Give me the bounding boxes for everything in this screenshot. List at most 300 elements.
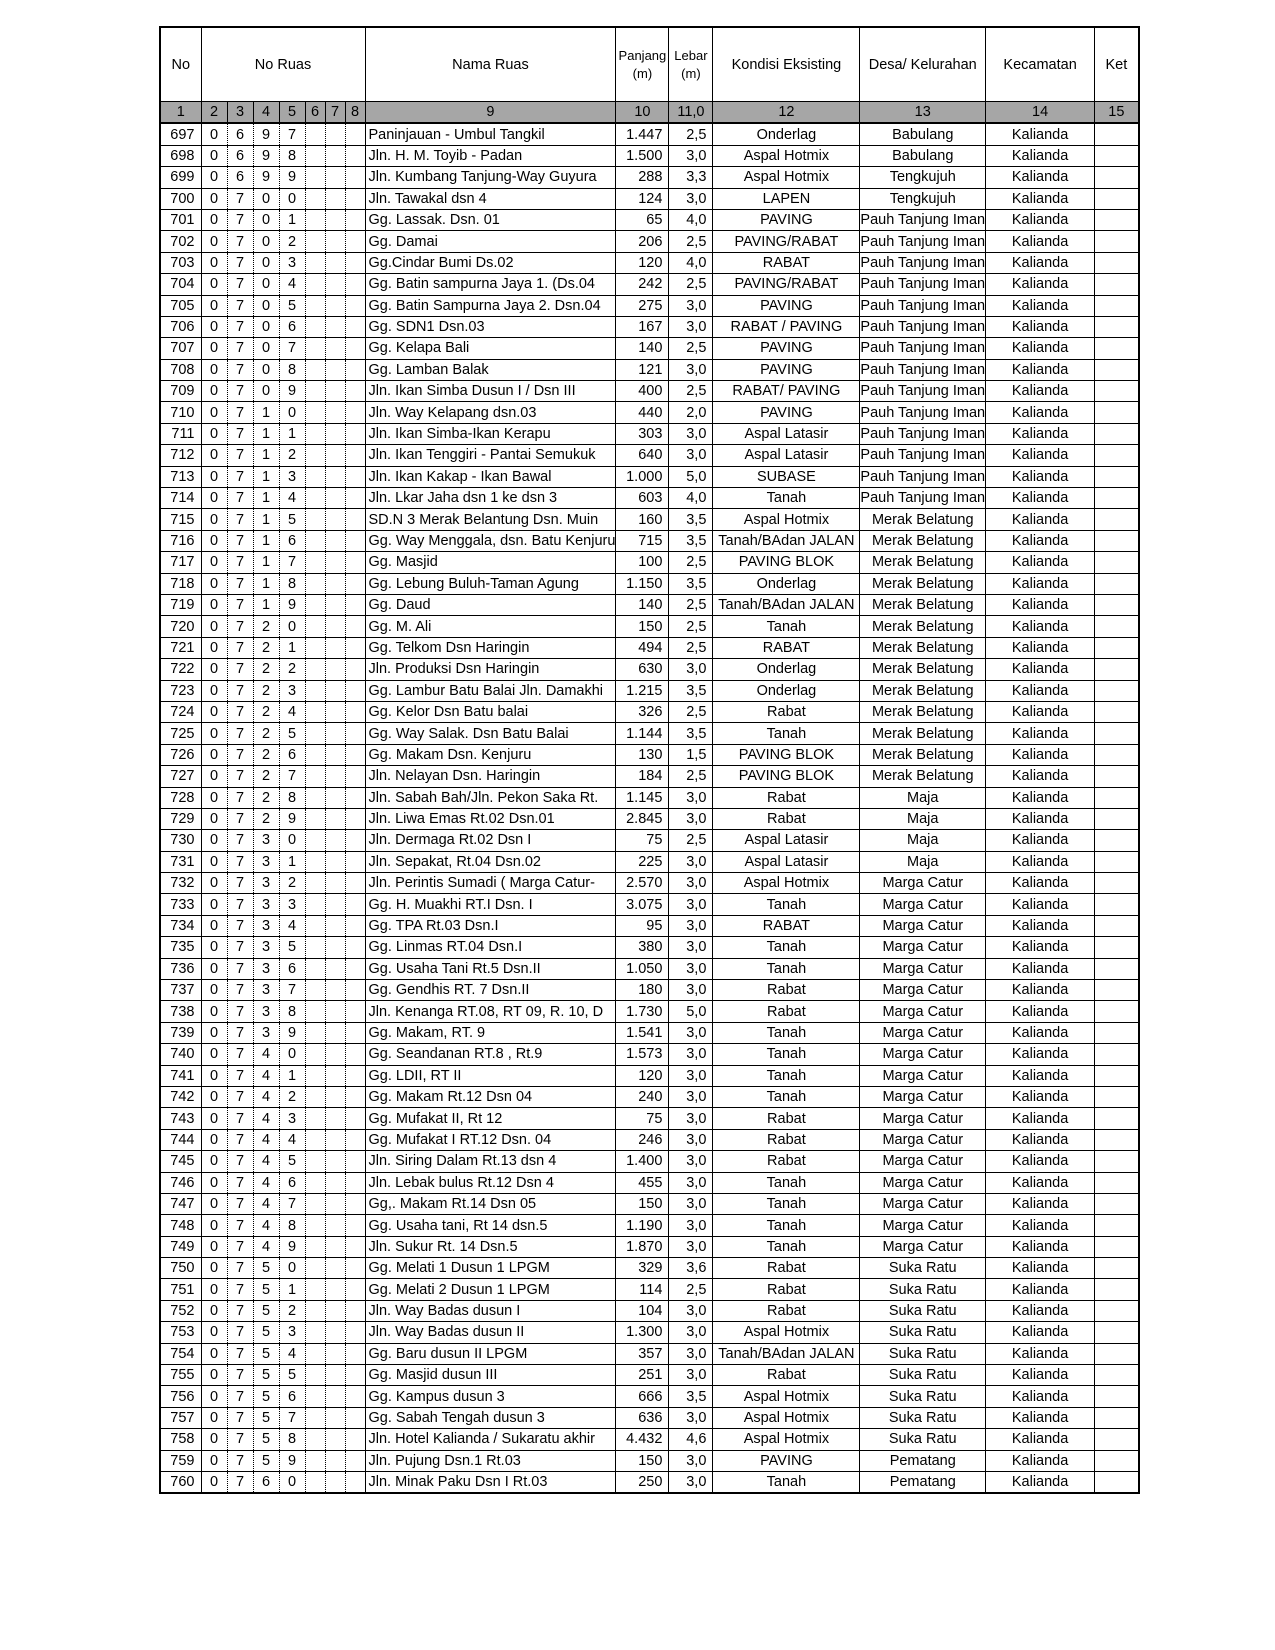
nama-ruas: Jln. Dermaga Rt.02 Dsn I — [365, 830, 616, 851]
panjang: 603 — [616, 488, 669, 509]
panjang: 1.870 — [616, 1236, 669, 1257]
ruas-digit-5 — [305, 1065, 325, 1086]
ruas-digit-7 — [345, 1022, 365, 1043]
ruas-digit-2: 7 — [227, 616, 253, 637]
lebar: 3,0 — [669, 1086, 713, 1107]
panjang: 140 — [616, 594, 669, 615]
lebar: 3,0 — [669, 787, 713, 808]
ket — [1095, 423, 1139, 444]
ruas-digit-1: 0 — [201, 316, 227, 337]
kecamatan: Kalianda — [986, 937, 1095, 958]
table-row — [160, 637, 1139, 658]
ruas-digit-1: 0 — [201, 937, 227, 958]
nama-ruas: Gg. Melati 1 Dusun 1 LPGM — [365, 1258, 616, 1279]
ruas-digit-5 — [305, 766, 325, 787]
table-row — [160, 659, 1139, 680]
panjang: 1.500 — [616, 145, 669, 166]
nama-ruas: Gg. Makam Dsn. Kenjuru — [365, 744, 616, 765]
ruas-digit-1: 0 — [201, 808, 227, 829]
kondisi: Rabat — [713, 1001, 860, 1022]
ruas-digit-7 — [345, 1108, 365, 1129]
panjang: 3.075 — [616, 894, 669, 915]
ket — [1095, 274, 1139, 295]
ruas-digit-5 — [305, 488, 325, 509]
desa: Marga Catur — [860, 1022, 986, 1043]
nama-ruas: Gg. Way Salak. Dsn Batu Balai — [365, 723, 616, 744]
nama-ruas: Jln. Kumbang Tanjung-Way Guyura — [365, 167, 616, 188]
ruas-digit-4: 0 — [279, 1044, 305, 1065]
ruas-digit-4: 3 — [279, 252, 305, 273]
row-no: 720 — [160, 616, 201, 637]
ruas-digit-5 — [305, 167, 325, 188]
ruas-digit-3: 5 — [253, 1386, 279, 1407]
lebar: 3,0 — [669, 1343, 713, 1364]
row-no: 736 — [160, 958, 201, 979]
row-no: 759 — [160, 1450, 201, 1471]
ruas-digit-1: 0 — [201, 787, 227, 808]
ruas-digit-3: 1 — [253, 466, 279, 487]
nama-ruas: Jln. Liwa Emas Rt.02 Dsn.01 — [365, 808, 616, 829]
lebar: 3,0 — [669, 1108, 713, 1129]
desa: Tengkujuh — [860, 167, 986, 188]
nama-ruas: Jln. Kenanga RT.08, RT 09, R. 10, D — [365, 1001, 616, 1022]
ruas-digit-1: 0 — [201, 1300, 227, 1321]
ruas-digit-6 — [325, 808, 345, 829]
desa: Pauh Tanjung Iman — [860, 423, 986, 444]
ruas-digit-5 — [305, 659, 325, 680]
panjang: 130 — [616, 744, 669, 765]
ruas-digit-5 — [305, 252, 325, 273]
table-row — [160, 530, 1139, 551]
ruas-digit-1: 0 — [201, 123, 227, 145]
nama-ruas: Gg. Kampus dusun 3 — [365, 1386, 616, 1407]
ruas-digit-4: 9 — [279, 808, 305, 829]
ruas-digit-4: 1 — [279, 209, 305, 230]
table-row — [160, 594, 1139, 615]
ruas-digit-5 — [305, 1215, 325, 1236]
ruas-digit-3: 5 — [253, 1343, 279, 1364]
column-number: 10 — [616, 102, 669, 124]
row-no: 738 — [160, 1001, 201, 1022]
ket — [1095, 316, 1139, 337]
row-no: 745 — [160, 1151, 201, 1172]
desa: Suka Ratu — [860, 1365, 986, 1386]
ruas-digit-4: 7 — [279, 338, 305, 359]
panjang: 75 — [616, 1108, 669, 1129]
ruas-digit-6 — [325, 659, 345, 680]
row-no: 742 — [160, 1086, 201, 1107]
ruas-digit-5 — [305, 1343, 325, 1364]
ruas-digit-2: 7 — [227, 1407, 253, 1428]
ruas-digit-4: 1 — [279, 851, 305, 872]
ruas-digit-2: 7 — [227, 659, 253, 680]
kecamatan: Kalianda — [986, 530, 1095, 551]
ket — [1095, 616, 1139, 637]
nama-ruas: Jln. Sabah Bah/Jln. Pekon Saka Rt. — [365, 787, 616, 808]
kecamatan: Kalianda — [986, 1472, 1095, 1494]
nama-ruas: SD.N 3 Merak Belantung Dsn. Muin — [365, 509, 616, 530]
kondisi: Tanah — [713, 1236, 860, 1257]
kondisi: Aspal Latasir — [713, 851, 860, 872]
table-row — [160, 295, 1139, 316]
nama-ruas: Jln. Ikan Simba Dusun I / Dsn III — [365, 381, 616, 402]
kondisi: Rabat — [713, 1279, 860, 1300]
kondisi: Onderlag — [713, 573, 860, 594]
panjang: 1.144 — [616, 723, 669, 744]
ruas-digit-6 — [325, 937, 345, 958]
table-row — [160, 937, 1139, 958]
lebar: 5,0 — [669, 466, 713, 487]
ruas-digit-7 — [345, 594, 365, 615]
ruas-digit-2: 7 — [227, 787, 253, 808]
panjang: 494 — [616, 637, 669, 658]
ket — [1095, 167, 1139, 188]
ruas-digit-6 — [325, 701, 345, 722]
ruas-digit-7 — [345, 744, 365, 765]
ruas-digit-3: 0 — [253, 381, 279, 402]
row-no: 758 — [160, 1429, 201, 1450]
row-no: 708 — [160, 359, 201, 380]
ruas-digit-7 — [345, 915, 365, 936]
panjang: 636 — [616, 1407, 669, 1428]
ruas-digit-2: 7 — [227, 1022, 253, 1043]
row-no: 704 — [160, 274, 201, 295]
table-row — [160, 894, 1139, 915]
ruas-digit-1: 0 — [201, 1322, 227, 1343]
desa: Pauh Tanjung Iman — [860, 274, 986, 295]
ruas-digit-1: 0 — [201, 402, 227, 423]
row-no: 752 — [160, 1300, 201, 1321]
ruas-digit-6 — [325, 252, 345, 273]
ruas-digit-5 — [305, 1193, 325, 1214]
ruas-digit-6 — [325, 231, 345, 252]
ruas-digit-7 — [345, 1472, 365, 1494]
ket — [1095, 958, 1139, 979]
nama-ruas: Jln. Ikan Tenggiri - Pantai Semukuk — [365, 445, 616, 466]
panjang: 1.145 — [616, 787, 669, 808]
row-no: 716 — [160, 530, 201, 551]
ruas-digit-2: 7 — [227, 723, 253, 744]
kondisi: Tanah — [713, 1193, 860, 1214]
ruas-digit-7 — [345, 1129, 365, 1150]
kecamatan: Kalianda — [986, 1193, 1095, 1214]
panjang: 326 — [616, 701, 669, 722]
row-no: 698 — [160, 145, 201, 166]
ruas-digit-4: 8 — [279, 1429, 305, 1450]
ruas-digit-1: 0 — [201, 188, 227, 209]
ruas-digit-6 — [325, 274, 345, 295]
kondisi: Aspal Hotmix — [713, 1386, 860, 1407]
ruas-digit-3: 4 — [253, 1086, 279, 1107]
ruas-digit-2: 7 — [227, 359, 253, 380]
panjang: 1.050 — [616, 958, 669, 979]
row-no: 723 — [160, 680, 201, 701]
kondisi: PAVING — [713, 402, 860, 423]
kecamatan: Kalianda — [986, 359, 1095, 380]
ruas-digit-2: 7 — [227, 873, 253, 894]
header-ket: Ket — [1095, 27, 1139, 102]
ruas-digit-5 — [305, 958, 325, 979]
row-no: 731 — [160, 851, 201, 872]
ruas-digit-7 — [345, 316, 365, 337]
ruas-digit-4: 2 — [279, 873, 305, 894]
ruas-digit-6 — [325, 1001, 345, 1022]
ruas-digit-3: 4 — [253, 1193, 279, 1214]
kecamatan: Kalianda — [986, 851, 1095, 872]
ruas-digit-3: 4 — [253, 1065, 279, 1086]
header-nama-ruas: Nama Ruas — [365, 27, 616, 102]
lebar: 4,0 — [669, 252, 713, 273]
kecamatan: Kalianda — [986, 1279, 1095, 1300]
panjang: 440 — [616, 402, 669, 423]
ruas-digit-6 — [325, 1258, 345, 1279]
kecamatan: Kalianda — [986, 466, 1095, 487]
ruas-digit-2: 7 — [227, 1429, 253, 1450]
panjang: 1.150 — [616, 573, 669, 594]
ruas-digit-1: 0 — [201, 209, 227, 230]
desa: Marga Catur — [860, 915, 986, 936]
nama-ruas: Jln. Nelayan Dsn. Haringin — [365, 766, 616, 787]
row-no: 718 — [160, 573, 201, 594]
ruas-digit-1: 0 — [201, 145, 227, 166]
desa: Merak Belatung — [860, 744, 986, 765]
ket — [1095, 1386, 1139, 1407]
ruas-digit-5 — [305, 1450, 325, 1471]
kecamatan: Kalianda — [986, 1151, 1095, 1172]
ruas-digit-5 — [305, 915, 325, 936]
ruas-digit-2: 7 — [227, 209, 253, 230]
panjang: 160 — [616, 509, 669, 530]
panjang: 140 — [616, 338, 669, 359]
ruas-digit-7 — [345, 123, 365, 145]
lebar: 3,0 — [669, 1215, 713, 1236]
ruas-digit-7 — [345, 252, 365, 273]
kecamatan: Kalianda — [986, 338, 1095, 359]
ruas-digit-7 — [345, 830, 365, 851]
lebar: 5,0 — [669, 1001, 713, 1022]
ruas-digit-4: 4 — [279, 274, 305, 295]
nama-ruas: Gg. Melati 2 Dusun 1 LPGM — [365, 1279, 616, 1300]
panjang: 180 — [616, 980, 669, 1001]
column-number: 1 — [160, 102, 201, 124]
ruas-digit-6 — [325, 1044, 345, 1065]
ruas-digit-6 — [325, 958, 345, 979]
lebar: 2,5 — [669, 701, 713, 722]
ruas-digit-4: 3 — [279, 1322, 305, 1343]
ruas-digit-6 — [325, 123, 345, 145]
ruas-digit-6 — [325, 766, 345, 787]
desa: Maja — [860, 851, 986, 872]
ruas-digit-5 — [305, 594, 325, 615]
ruas-digit-4: 5 — [279, 937, 305, 958]
desa: Suka Ratu — [860, 1322, 986, 1343]
kecamatan: Kalianda — [986, 787, 1095, 808]
ruas-digit-7 — [345, 1086, 365, 1107]
kondisi: Aspal Hotmix — [713, 873, 860, 894]
table-row — [160, 1258, 1139, 1279]
nama-ruas: Gg. Daud — [365, 594, 616, 615]
desa: Pauh Tanjung Iman — [860, 445, 986, 466]
ruas-digit-7 — [345, 894, 365, 915]
nama-ruas: Gg. Lambur Batu Balai Jln. Damakhi — [365, 680, 616, 701]
table-row — [160, 616, 1139, 637]
nama-ruas: Gg. Telkom Dsn Haringin — [365, 637, 616, 658]
ruas-digit-6 — [325, 894, 345, 915]
ruas-digit-6 — [325, 787, 345, 808]
ruas-digit-3: 2 — [253, 787, 279, 808]
row-no: 719 — [160, 594, 201, 615]
ket — [1095, 766, 1139, 787]
table-row — [160, 958, 1139, 979]
ruas-digit-3: 5 — [253, 1300, 279, 1321]
ruas-digit-3: 1 — [253, 594, 279, 615]
nama-ruas: Jln. Ikan Simba-Ikan Kerapu — [365, 423, 616, 444]
panjang: 65 — [616, 209, 669, 230]
ruas-digit-4: 8 — [279, 1001, 305, 1022]
nama-ruas: Gg. Seandanan RT.8 , Rt.9 — [365, 1044, 616, 1065]
nama-ruas: Gg. Batin Sampurna Jaya 2. Dsn.04 — [365, 295, 616, 316]
nama-ruas: Gg. M. Ali — [365, 616, 616, 637]
ruas-digit-7 — [345, 980, 365, 1001]
nama-ruas: Paninjauan - Umbul Tangkil — [365, 123, 616, 145]
ruas-digit-7 — [345, 1044, 365, 1065]
lebar: 3,5 — [669, 680, 713, 701]
ruas-digit-3: 3 — [253, 980, 279, 1001]
ruas-digit-1: 0 — [201, 616, 227, 637]
ruas-digit-5 — [305, 1472, 325, 1494]
column-number: 4 — [253, 102, 279, 124]
ruas-digit-2: 7 — [227, 423, 253, 444]
ruas-digit-1: 0 — [201, 744, 227, 765]
ruas-digit-7 — [345, 209, 365, 230]
ruas-digit-1: 0 — [201, 231, 227, 252]
ruas-digit-2: 7 — [227, 1236, 253, 1257]
panjang: 1.215 — [616, 680, 669, 701]
ket — [1095, 1429, 1139, 1450]
ruas-digit-6 — [325, 1279, 345, 1300]
ruas-digit-2: 7 — [227, 188, 253, 209]
kondisi: RABAT/ PAVING — [713, 381, 860, 402]
panjang: 75 — [616, 830, 669, 851]
ket — [1095, 1343, 1139, 1364]
ruas-digit-3: 0 — [253, 338, 279, 359]
row-no: 733 — [160, 894, 201, 915]
kondisi: PAVING BLOK — [713, 766, 860, 787]
row-no: 732 — [160, 873, 201, 894]
row-no: 711 — [160, 423, 201, 444]
ruas-digit-5 — [305, 1022, 325, 1043]
ruas-digit-3: 0 — [253, 295, 279, 316]
ket — [1095, 1044, 1139, 1065]
kondisi: Tanah — [713, 488, 860, 509]
ruas-digit-6 — [325, 1193, 345, 1214]
kecamatan: Kalianda — [986, 1365, 1095, 1386]
desa: Marga Catur — [860, 1172, 986, 1193]
desa: Marga Catur — [860, 894, 986, 915]
nama-ruas: Gg. Sabah Tengah dusun 3 — [365, 1407, 616, 1428]
desa: Merak Belatung — [860, 701, 986, 722]
ket — [1095, 1450, 1139, 1471]
ruas-digit-4: 0 — [279, 830, 305, 851]
lebar: 3,0 — [669, 1236, 713, 1257]
table-row — [160, 1086, 1139, 1107]
ruas-digit-4: 5 — [279, 1365, 305, 1386]
ruas-digit-1: 0 — [201, 1086, 227, 1107]
kondisi: PAVING/RABAT — [713, 274, 860, 295]
table-row — [160, 167, 1139, 188]
panjang: 124 — [616, 188, 669, 209]
ruas-digit-2: 7 — [227, 1151, 253, 1172]
ruas-digit-6 — [325, 552, 345, 573]
desa: Merak Belatung — [860, 530, 986, 551]
ruas-digit-6 — [325, 402, 345, 423]
ket — [1095, 1236, 1139, 1257]
table-row — [160, 915, 1139, 936]
kondisi: Tanah — [713, 1215, 860, 1236]
ket — [1095, 594, 1139, 615]
ruas-digit-4: 3 — [279, 1108, 305, 1129]
ruas-digit-6 — [325, 1343, 345, 1364]
ruas-digit-5 — [305, 145, 325, 166]
ruas-digit-4: 0 — [279, 616, 305, 637]
desa: Suka Ratu — [860, 1429, 986, 1450]
panjang: 100 — [616, 552, 669, 573]
lebar: 3,6 — [669, 1258, 713, 1279]
kondisi: Onderlag — [713, 680, 860, 701]
nama-ruas: Gg. Kelapa Bali — [365, 338, 616, 359]
nama-ruas: Gg. Lebung Buluh-Taman Agung — [365, 573, 616, 594]
table-row — [160, 316, 1139, 337]
ruas-digit-7 — [345, 787, 365, 808]
kondisi: Rabat — [713, 980, 860, 1001]
ruas-digit-2: 7 — [227, 488, 253, 509]
ruas-digit-4: 5 — [279, 723, 305, 744]
ruas-digit-6 — [325, 466, 345, 487]
kecamatan: Kalianda — [986, 167, 1095, 188]
ruas-digit-6 — [325, 295, 345, 316]
table-row — [160, 1001, 1139, 1022]
table-row — [160, 573, 1139, 594]
kondisi: Rabat — [713, 1151, 860, 1172]
ruas-digit-6 — [325, 1322, 345, 1343]
ruas-digit-6 — [325, 1108, 345, 1129]
ruas-digit-4: 1 — [279, 1279, 305, 1300]
nama-ruas: Jln. Pujung Dsn.1 Rt.03 — [365, 1450, 616, 1471]
ruas-digit-3: 9 — [253, 145, 279, 166]
ruas-digit-4: 5 — [279, 295, 305, 316]
ruas-digit-3: 5 — [253, 1365, 279, 1386]
kecamatan: Kalianda — [986, 830, 1095, 851]
kecamatan: Kalianda — [986, 295, 1095, 316]
ruas-digit-2: 7 — [227, 637, 253, 658]
kecamatan: Kalianda — [986, 423, 1095, 444]
ruas-digit-6 — [325, 1429, 345, 1450]
ruas-digit-5 — [305, 616, 325, 637]
kondisi: Aspal Latasir — [713, 423, 860, 444]
lebar: 3,0 — [669, 915, 713, 936]
row-no: 717 — [160, 552, 201, 573]
kecamatan: Kalianda — [986, 680, 1095, 701]
ruas-digit-7 — [345, 466, 365, 487]
ruas-digit-3: 4 — [253, 1215, 279, 1236]
kondisi: Tanah — [713, 723, 860, 744]
ruas-digit-4: 6 — [279, 958, 305, 979]
ket — [1095, 123, 1139, 145]
ruas-digit-2: 7 — [227, 1386, 253, 1407]
ruas-digit-6 — [325, 509, 345, 530]
ruas-digit-1: 0 — [201, 851, 227, 872]
ruas-digit-5 — [305, 1429, 325, 1450]
